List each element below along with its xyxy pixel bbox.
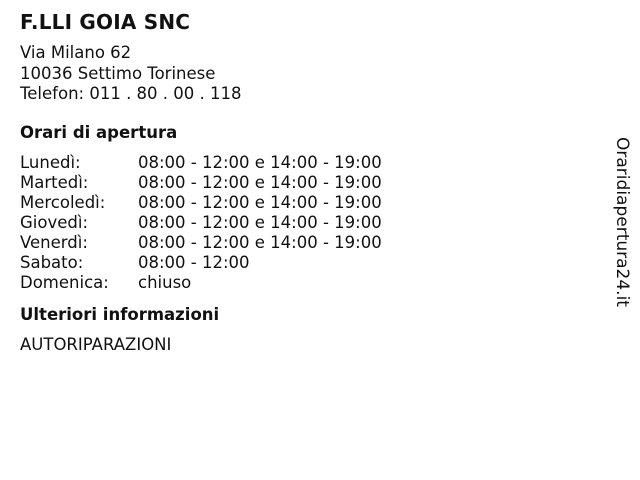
hours-time: chiuso [138,272,192,292]
city-line: 10036 Settimo Torinese [20,63,216,83]
hours-time: 08:00 - 12:00 [138,252,250,272]
hours-time: 08:00 - 12:00 e 14:00 - 19:00 [138,232,382,252]
hours-row-thursday [20,213,590,233]
hours-day: Sabato: [20,252,84,272]
address-block [20,43,590,105]
site-watermark: Oraridiapertura24.it [612,137,632,307]
additional-info-heading: Ulteriori informazioni [20,304,220,324]
business-card [20,10,590,355]
hours-day: Venerdì: [20,232,88,252]
hours-time: 08:00 - 12:00 e 14:00 - 19:00 [138,172,382,192]
business-name: F.LLI GOIA SNC [20,10,191,34]
additional-info-text: AUTORIPARAZIONI [20,334,172,354]
hours-day: Lunedì: [20,152,81,172]
hours-day: Mercoledì: [20,192,106,212]
hours-day: Giovedì: [20,212,88,232]
hours-row-wednesday [20,193,590,213]
phone-line: Telefon: 011 . 80 . 00 . 118 [20,84,242,103]
hours-row-sunday [20,273,590,293]
hours-day: Domenica: [20,272,109,292]
hours-time: 08:00 - 12:00 e 14:00 - 19:00 [138,152,382,172]
hours-row-saturday [20,253,590,273]
hours-row-tuesday [20,173,590,193]
hours-day: Martedì: [20,172,89,192]
hours-row-monday [20,153,590,173]
opening-hours-table [20,153,590,293]
hours-time: 08:00 - 12:00 e 14:00 - 19:00 [138,212,382,232]
hours-row-friday [20,233,590,253]
street-address: Via Milano 62 [20,43,132,62]
hours-time: 08:00 - 12:00 e 14:00 - 19:00 [138,192,382,212]
opening-hours-heading: Orari di apertura [20,122,178,142]
